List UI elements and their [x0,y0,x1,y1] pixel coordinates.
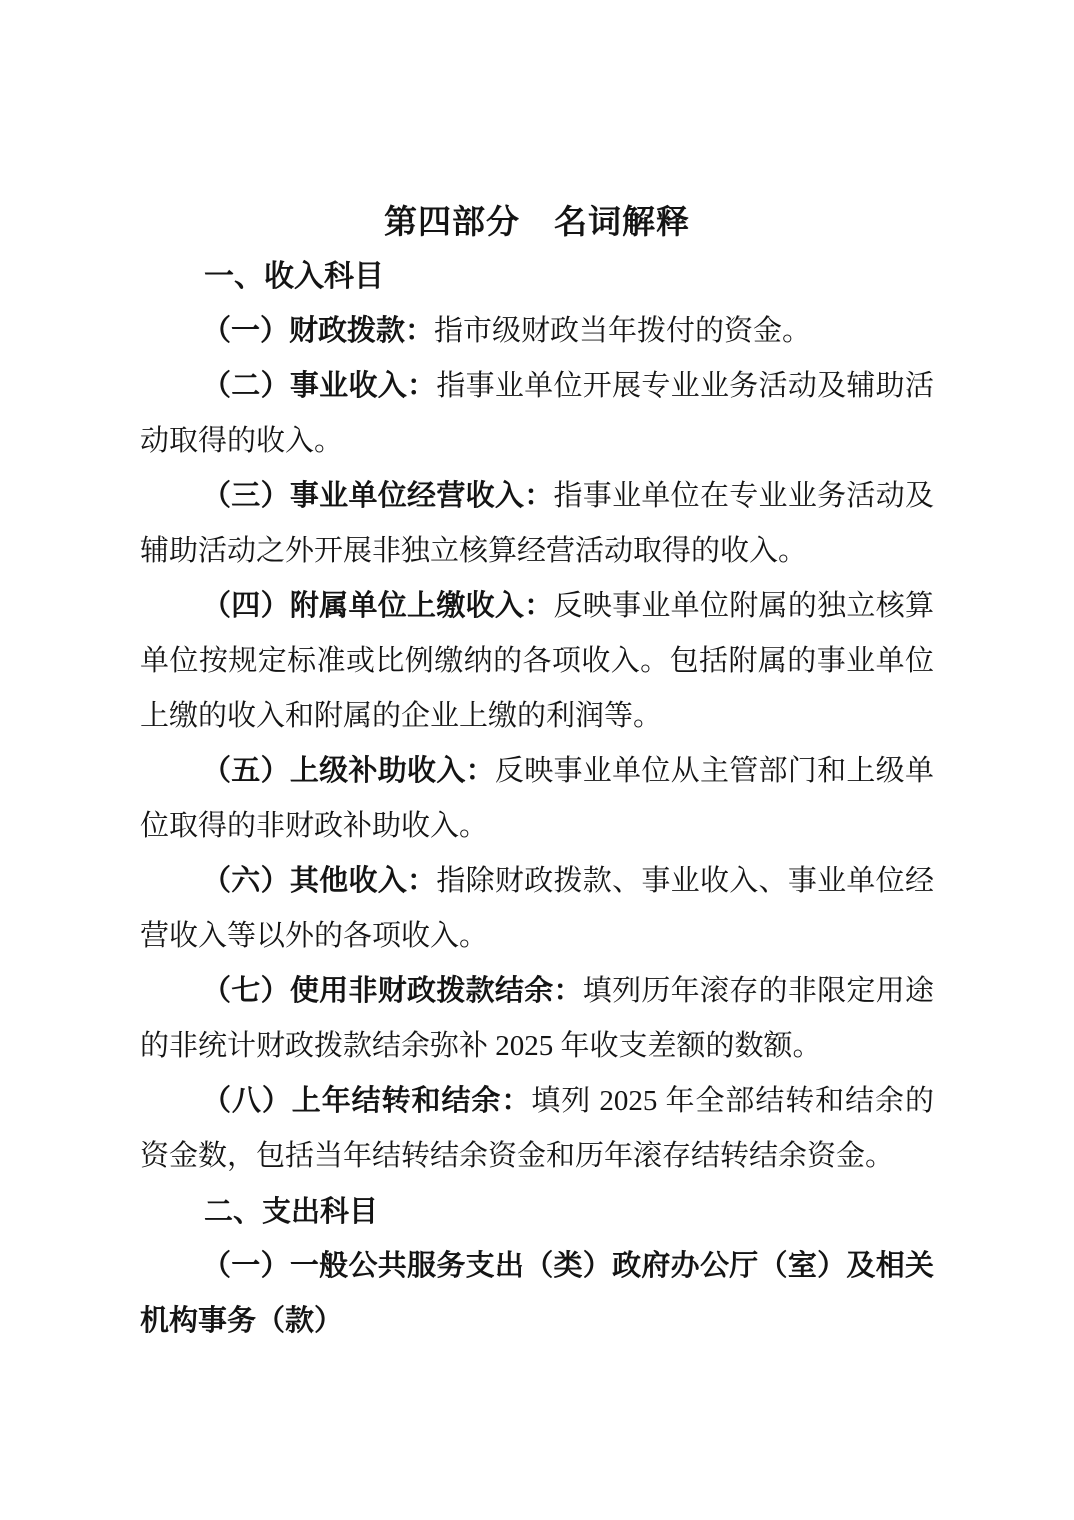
document-body [140,249,934,1349]
section-items [140,304,934,1184]
term-definition: 指市级财政当年拨付的资金。 [434,315,812,347]
term-definition: 指事业单位开展专业业务活动及辅助活动取得的收入。 [140,370,934,457]
term-label: （五）上级补助收入： [202,755,495,787]
term-label: （七）使用非财政拨款结余： [202,975,583,1007]
term-definition: 指事业单位在专业业务活动及辅助活动之外开展非独立核算经营活动取得的收入。 [140,480,934,567]
section-items [140,1239,934,1349]
term-item [140,854,934,964]
term-definition: 反映事业单位从主管部门和上级单位取得的非财政补助收入。 [140,755,934,842]
term-label: （三）事业单位经营收入： [202,480,554,512]
term-definition: 指除财政拨款、事业收入、事业单位经营收入等以外的各项收入。 [140,865,934,952]
term-label: （八）上年结转和结余： [202,1085,532,1117]
term-item [140,304,934,359]
term-definition: 填列历年滚存的非限定用途的非统计财政拨款结余弥补 2025 年收支差额的数额。 [140,975,934,1062]
term-label: （一）财政拨款： [202,315,435,347]
term-item [140,359,934,469]
term-label: （一）一般公共服务支出（类）政府办公厅（室）及相关机构事务（款） [140,1250,934,1337]
section-heading: 二、支出科目 [204,1194,379,1228]
section-heading: 一、收入科目 [204,260,384,293]
term-item [140,469,934,579]
term-item [140,744,934,854]
term-label: （六）其他收入： [202,865,437,897]
glossary-section [140,249,934,1184]
term-item [140,1074,934,1184]
term-item [140,1239,934,1349]
term-definition: 填列 2025 年全部结转和结余的资金数，包括当年结转结余资金和历年滚存结转结余资金。 [140,1085,934,1172]
term-label: （二）事业收入： [202,370,437,402]
term-definition: 反映事业单位附属的独立核算单位按规定标准或比例缴纳的各项收入。包括附属的事业单位上缴的收入和附属的企业上缴的利润等。 [140,590,934,732]
glossary-section [140,1184,934,1349]
term-item [140,964,934,1074]
term-label: （四）附属单位上缴收入： [202,590,554,622]
page-title: 第四部分 名词解释 [384,202,690,241]
term-item [140,579,934,744]
